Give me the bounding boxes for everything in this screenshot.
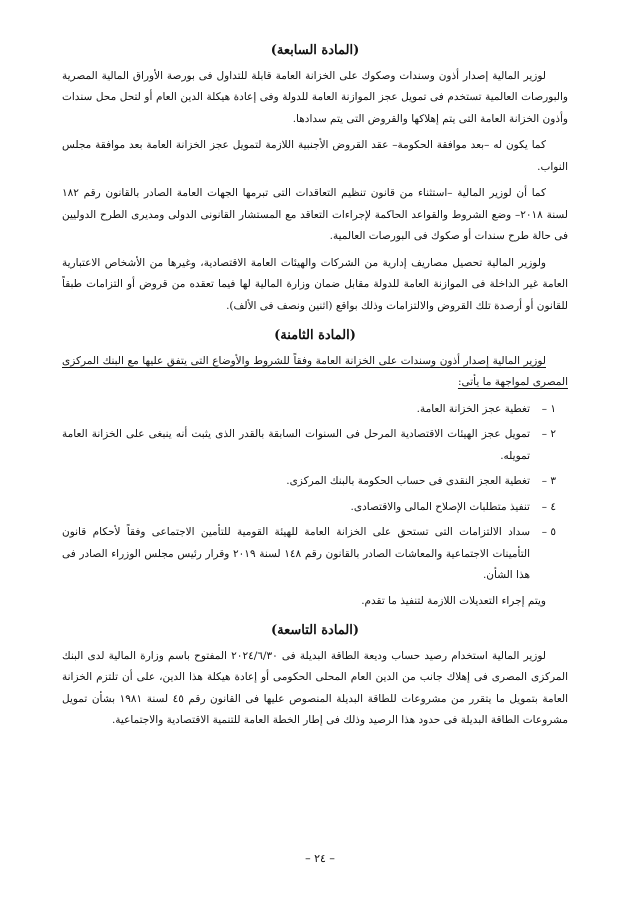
article-7-paragraph-1: لوزير المالية إصدار أذون وسندات وصكوك على الخزانة العامة قابلة للتداول فى بورصة الأوراق المالية المصرية والبورصات العالمية تستخدم فى تمويل عجز الموازنة العامة للدولة وفى إعادة هيكلة الدين العام أو لتحل محل سندات وأذون الخزانة العامة التى يتم إهلاكها والقروض التى يتم سدادها. (62, 69, 568, 125)
article-8-closing: ويتم إجراء التعديلات اللازمة لتنفيذ ما تقدم. (361, 594, 546, 607)
article-7-heading: (المادة السابعة) (270, 43, 360, 58)
page-number: – ٢٤ – (305, 852, 335, 865)
article-7-paragraph-2: كما يكون له –بعد موافقة الحكومة– عقد القروض الأجنبية اللازمة لتمويل عجز الخزانة العامة بعد موافقة مجلس النواب. (62, 139, 568, 173)
list-item-number: ٢ – (541, 428, 556, 440)
list-item-number: ٤ – (541, 500, 556, 513)
list-item-text: تغطية العجز النقدى فى حساب الحكومة بالبنك المركزى. (286, 475, 530, 487)
article-7-paragraph-4: ولوزير المالية تحصيل مصاريف إدارية من الشركات والهيئات العامة الاقتصادية، وغيرها من الأشخاص الاعتبارية العامة غير الداخلة فى الموازنة العامة للدولة مقابل ضمان وزارة المالية لها فيما تعقده من قروض أو التزامات طبقاً للقانون أو أرصدة تلك القروض والالتزامات وذلك بواقع (اثنين ونصف فى الألف). (62, 256, 568, 312)
article-7-paragraph-3: كما أن لوزير المالية –استثناء من قانون تنظيم التعاقدات التى تبرمها الجهات العامة الصادر بالقانون رقم ١٨٢ لسنة ٢٠١٨– وضع الشروط والقواعد الحاكمة لإجراءات التعاقد مع المستشار القانونى الدولى ومديرى الطرح الدوليين فى حالة طرح سندات أو صكوك فى البورصات العالمية. (62, 187, 568, 242)
list-item (62, 399, 568, 421)
list-item (62, 424, 568, 467)
article-8-list (62, 399, 568, 587)
list-item-text: سداد الالتزامات التى تستحق على الخزانة العامة للهيئة القومية للتأمين الاجتماعى وفقاً لأحكام قانون التأمينات الاجتماعية والمعاشات الصادر بالقانون رقم ١٤٨ لسنة ٢٠١٩ وقرار رئيس مجلس الوزراء الصادر فى هذا الشأن. (62, 526, 530, 581)
article-9-heading: (المادة التاسعة) (270, 623, 360, 638)
list-item (62, 522, 568, 587)
list-item (62, 471, 568, 493)
list-item-text: تنفيذ متطلبات الإصلاح المالى والاقتصادى. (350, 500, 530, 513)
article-8-heading: (المادة الثامنة) (274, 328, 356, 343)
list-item-text: تمويل عجز الهيئات الاقتصادية المرحل فى السنوات السابقة بالقدر الذى يثبت أنه ينبغى على الخزانة العامة تمويله. (62, 428, 530, 462)
list-item (62, 497, 568, 519)
article-8-intro: لوزير المالية إصدار أذون وسندات على الخزانة العامة وفقاً للشروط والأوضاع التى يتفق عليها مع البنك المركزى المصرى لمواجهة ما يأتى: (62, 354, 568, 388)
list-item-text: تغطية عجز الخزانة العامة. (416, 402, 530, 415)
document-page (62, 32, 568, 738)
list-item-number: ٥ – (541, 526, 556, 538)
list-item-number: ٣ – (541, 475, 556, 487)
article-9-paragraph: لوزير المالية استخدام رصيد حساب وديعة الطاقة البديلة فى ٢٠٢٤/٦/٣٠ المفتوح باسم وزارة المالية لدى البنك المركزى المصرى فى إهلاك جانب من الدين العام المحلى الحكومى أو إعادة هيكلة هذا الدين، على أن تلتزم الخزانة العامة بتمويل ما يتقرر من مشروعات للطاقة البديلة المنصوص عليها فى القانون رقم ٤٥ لسنة ١٩٨١ بشأن تمويل مشروعات الطاقة البديلة فى حدود هذا الرصيد وذلك فى إطار الخطة العامة للتنمية الاقتصادية والاجتماعية. (62, 649, 568, 726)
list-item-number: ١ – (541, 402, 556, 415)
